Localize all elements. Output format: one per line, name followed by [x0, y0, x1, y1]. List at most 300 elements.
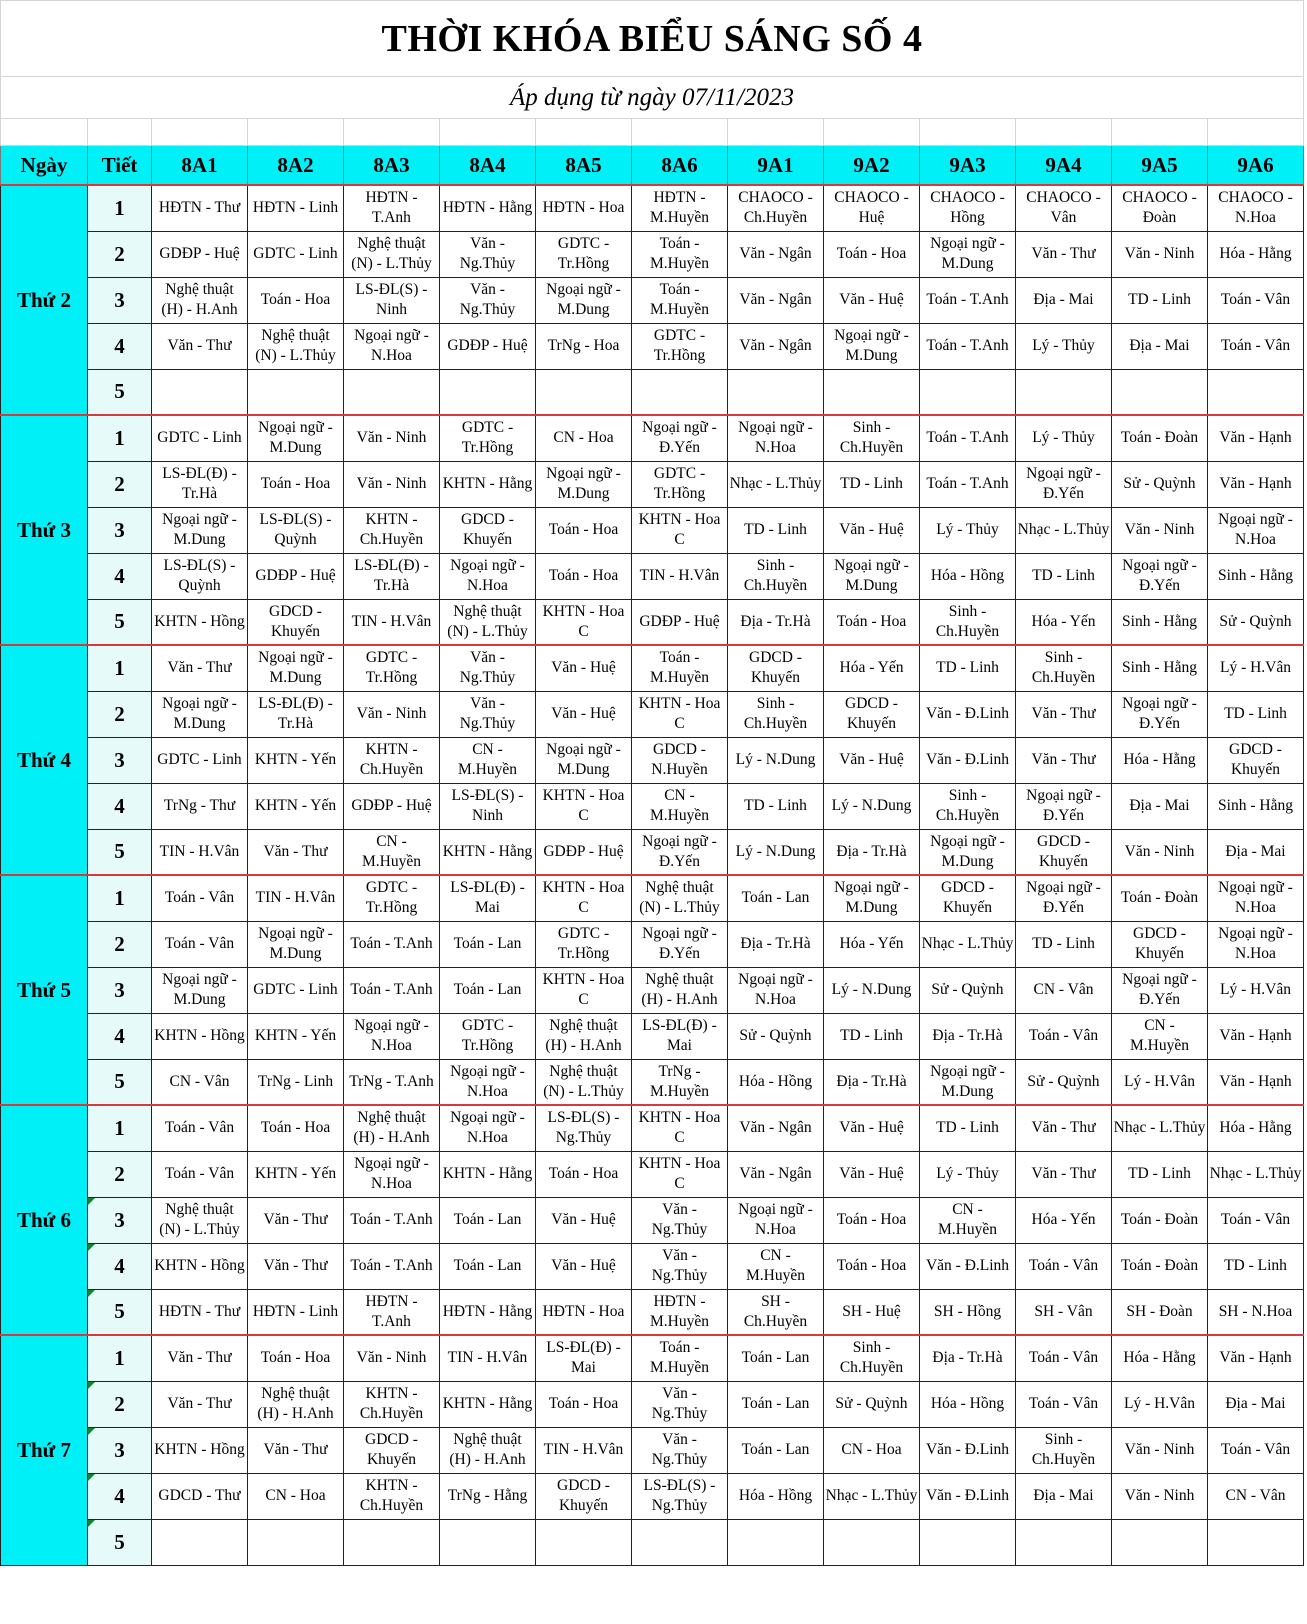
lesson-cell[interactable]: Sinh - Ch.Huyền [920, 599, 1016, 645]
lesson-cell[interactable]: GDCD - Khuyến [440, 507, 536, 553]
lesson-cell[interactable]: Ngoại ngữ - N.Hoa [440, 553, 536, 599]
lesson-cell[interactable]: Lý - H.Vân [1208, 645, 1304, 691]
lesson-cell[interactable]: Lý - N.Dung [728, 829, 824, 875]
lesson-cell[interactable] [440, 369, 536, 415]
lesson-cell[interactable]: Toán - T.Anh [920, 323, 1016, 369]
lesson-cell[interactable]: Văn - Ninh [344, 461, 440, 507]
lesson-cell[interactable]: Văn - Huệ [824, 507, 920, 553]
lesson-cell[interactable]: HĐTN - Hằng [440, 1289, 536, 1335]
lesson-cell[interactable]: TD - Linh [1016, 921, 1112, 967]
lesson-cell[interactable]: Văn - Ng.Thủy [632, 1197, 728, 1243]
lesson-cell[interactable]: SH - N.Hoa [1208, 1289, 1304, 1335]
lesson-cell[interactable]: Toán - Hoa [824, 1197, 920, 1243]
lesson-cell[interactable] [1112, 369, 1208, 415]
lesson-cell[interactable]: Văn - Ngân [728, 277, 824, 323]
lesson-cell[interactable]: Ngoại ngữ - N.Hoa [728, 1197, 824, 1243]
lesson-cell[interactable]: LS-ĐL(S) - Ng.Thủy [536, 1105, 632, 1151]
lesson-cell[interactable] [920, 369, 1016, 415]
lesson-cell[interactable]: Toán - Vân [1016, 1381, 1112, 1427]
lesson-cell[interactable]: Sinh - Ch.Huyền [920, 783, 1016, 829]
lesson-cell[interactable]: CHAOCO - Vân [1016, 185, 1112, 231]
lesson-cell[interactable]: Ngoại ngữ - N.Hoa [728, 415, 824, 461]
lesson-cell[interactable]: Toán - Lan [440, 921, 536, 967]
lesson-cell[interactable]: CN - Vân [1208, 1473, 1304, 1519]
lesson-cell[interactable]: Toán - Lan [440, 1197, 536, 1243]
lesson-cell[interactable]: KHTN - Hồng [152, 599, 248, 645]
lesson-cell[interactable]: GDCD - Khuyến [728, 645, 824, 691]
lesson-cell[interactable]: GDĐP - Huệ [248, 553, 344, 599]
lesson-cell[interactable]: Ngoại ngữ - N.Hoa [440, 1059, 536, 1105]
lesson-cell[interactable] [248, 1519, 344, 1565]
lesson-cell[interactable]: CN - M.Huyền [440, 737, 536, 783]
lesson-cell[interactable]: Văn - Ninh [1112, 507, 1208, 553]
lesson-cell[interactable]: Văn - Hạnh [1208, 1059, 1304, 1105]
lesson-cell[interactable]: Văn - Thư [248, 1197, 344, 1243]
lesson-cell[interactable]: Nghệ thuật (N) - L.Thủy [344, 231, 440, 277]
lesson-cell[interactable]: GDCD - Khuyến [536, 1473, 632, 1519]
lesson-cell[interactable]: Địa - Mai [1208, 829, 1304, 875]
lesson-cell[interactable]: TIN - H.Vân [152, 829, 248, 875]
lesson-cell[interactable]: Ngoại ngữ - M.Dung [536, 737, 632, 783]
lesson-cell[interactable]: Hóa - Yến [1016, 1197, 1112, 1243]
lesson-cell[interactable]: Toán - Hoa [536, 507, 632, 553]
lesson-cell[interactable]: Sinh - Hằng [1112, 645, 1208, 691]
lesson-cell[interactable]: Ngoại ngữ - M.Dung [920, 829, 1016, 875]
lesson-cell[interactable]: KHTN - Hằng [440, 461, 536, 507]
lesson-cell[interactable]: Toán - Vân [152, 1105, 248, 1151]
lesson-cell[interactable]: Nhạc - L.Thủy [728, 461, 824, 507]
lesson-cell[interactable]: GDĐP - Huệ [632, 599, 728, 645]
lesson-cell[interactable]: Địa - Tr.Hà [728, 921, 824, 967]
lesson-cell[interactable]: Văn - Thư [1016, 1105, 1112, 1151]
lesson-cell[interactable]: Sử - Quỳnh [728, 1013, 824, 1059]
lesson-cell[interactable]: Nghệ thuật (N) - L.Thủy [440, 599, 536, 645]
lesson-cell[interactable]: KHTN - Hoa C [536, 599, 632, 645]
lesson-cell[interactable]: Lý - H.Vân [1112, 1381, 1208, 1427]
lesson-cell[interactable]: Văn - Thư [152, 645, 248, 691]
lesson-cell[interactable]: Toán - Lan [440, 1243, 536, 1289]
lesson-cell[interactable]: Hóa - Hồng [728, 1473, 824, 1519]
lesson-cell[interactable]: Nghệ thuật (H) - H.Anh [632, 967, 728, 1013]
lesson-cell[interactable] [536, 369, 632, 415]
lesson-cell[interactable]: KHTN - Hoa C [632, 507, 728, 553]
lesson-cell[interactable]: Lý - H.Vân [1112, 1059, 1208, 1105]
lesson-cell[interactable]: Sinh - Ch.Huyền [728, 553, 824, 599]
lesson-cell[interactable]: Sinh - Ch.Huyền [1016, 1427, 1112, 1473]
lesson-cell[interactable] [1208, 1519, 1304, 1565]
lesson-cell[interactable]: HĐTN - T.Anh [344, 185, 440, 231]
lesson-cell[interactable] [1112, 1519, 1208, 1565]
lesson-cell[interactable]: Toán - T.Anh [344, 1197, 440, 1243]
lesson-cell[interactable]: KHTN - Ch.Huyền [344, 507, 440, 553]
lesson-cell[interactable]: Ngoại ngữ - M.Dung [920, 231, 1016, 277]
lesson-cell[interactable]: Ngoại ngữ - N.Hoa [440, 1105, 536, 1151]
lesson-cell[interactable]: Ngoại ngữ - Đ.Yến [1112, 553, 1208, 599]
lesson-cell[interactable]: KHTN - Yến [248, 783, 344, 829]
lesson-cell[interactable]: Địa - Mai [1112, 783, 1208, 829]
lesson-cell[interactable]: Ngoại ngữ - M.Dung [920, 1059, 1016, 1105]
lesson-cell[interactable]: Sinh - Ch.Huyền [728, 691, 824, 737]
lesson-cell[interactable]: Toán - T.Anh [344, 967, 440, 1013]
lesson-cell[interactable]: Toán - Hoa [248, 277, 344, 323]
lesson-cell[interactable]: GDCD - Khuyến [1112, 921, 1208, 967]
lesson-cell[interactable]: Văn - Đ.Linh [920, 1473, 1016, 1519]
lesson-cell[interactable]: Văn - Thư [152, 1381, 248, 1427]
lesson-cell[interactable]: Nhạc - L.Thủy [1016, 507, 1112, 553]
lesson-cell[interactable] [536, 1519, 632, 1565]
lesson-cell[interactable]: Văn - Ngân [728, 323, 824, 369]
lesson-cell[interactable]: Văn - Đ.Linh [920, 737, 1016, 783]
lesson-cell[interactable]: KHTN - Ch.Huyền [344, 737, 440, 783]
lesson-cell[interactable]: TIN - H.Vân [248, 875, 344, 921]
lesson-cell[interactable]: KHTN - Hoa C [536, 875, 632, 921]
lesson-cell[interactable]: Lý - Thủy [1016, 323, 1112, 369]
lesson-cell[interactable]: Văn - Hạnh [1208, 415, 1304, 461]
lesson-cell[interactable]: Ngoại ngữ - M.Dung [248, 415, 344, 461]
lesson-cell[interactable]: CHAOCO - N.Hoa [1208, 185, 1304, 231]
lesson-cell[interactable]: GDTC - Tr.Hồng [536, 921, 632, 967]
lesson-cell[interactable]: Hóa - Hồng [920, 1381, 1016, 1427]
lesson-cell[interactable]: KHTN - Yến [248, 1151, 344, 1197]
lesson-cell[interactable]: Ngoại ngữ - N.Hoa [344, 1013, 440, 1059]
lesson-cell[interactable]: GDTC - Linh [248, 967, 344, 1013]
lesson-cell[interactable]: GDĐP - Huệ [152, 231, 248, 277]
lesson-cell[interactable]: KHTN - Hồng [152, 1243, 248, 1289]
lesson-cell[interactable]: CN - M.Huyền [920, 1197, 1016, 1243]
lesson-cell[interactable]: SH - Vân [1016, 1289, 1112, 1335]
lesson-cell[interactable]: Văn - Hạnh [1208, 1013, 1304, 1059]
lesson-cell[interactable]: Ngoại ngữ - M.Dung [536, 461, 632, 507]
lesson-cell[interactable]: Văn - Thư [152, 1335, 248, 1381]
lesson-cell[interactable]: Hóa - Hồng [920, 553, 1016, 599]
lesson-cell[interactable]: LS-ĐL(Đ) - Mai [440, 875, 536, 921]
lesson-cell[interactable]: LS-ĐL(Đ) - Mai [536, 1335, 632, 1381]
lesson-cell[interactable]: Toán - Hoa [536, 1151, 632, 1197]
lesson-cell[interactable]: Nghệ thuật (N) - L.Thủy [536, 1059, 632, 1105]
lesson-cell[interactable]: Văn - Ng.Thủy [632, 1427, 728, 1473]
lesson-cell[interactable]: Nghệ thuật (N) - L.Thủy [632, 875, 728, 921]
lesson-cell[interactable]: HĐTN - M.Huyền [632, 1289, 728, 1335]
lesson-cell[interactable]: TD - Linh [1112, 277, 1208, 323]
lesson-cell[interactable]: CN - M.Huyền [1112, 1013, 1208, 1059]
lesson-cell[interactable]: Sinh - Ch.Huyền [824, 415, 920, 461]
lesson-cell[interactable]: Hóa - Hằng [1112, 737, 1208, 783]
lesson-cell[interactable]: GDĐP - Huệ [344, 783, 440, 829]
lesson-cell[interactable]: Nghệ thuật (H) - H.Anh [248, 1381, 344, 1427]
lesson-cell[interactable]: Địa - Mai [1016, 1473, 1112, 1519]
lesson-cell[interactable]: Văn - Ninh [344, 691, 440, 737]
lesson-cell[interactable]: Toán - Hoa [248, 1105, 344, 1151]
lesson-cell[interactable]: Ngoại ngữ - Đ.Yến [1016, 875, 1112, 921]
lesson-cell[interactable]: Nghệ thuật (H) - H.Anh [344, 1105, 440, 1151]
lesson-cell[interactable]: Hóa - Hằng [1112, 1335, 1208, 1381]
lesson-cell[interactable]: GDTC - Tr.Hồng [440, 1013, 536, 1059]
lesson-cell[interactable]: Toán - Vân [152, 875, 248, 921]
lesson-cell[interactable]: TD - Linh [824, 1013, 920, 1059]
lesson-cell[interactable]: GDTC - Tr.Hồng [632, 461, 728, 507]
lesson-cell[interactable]: Văn - Ninh [1112, 1427, 1208, 1473]
lesson-cell[interactable]: HĐTN - Hoa [536, 1289, 632, 1335]
lesson-cell[interactable]: CHAOCO - Hồng [920, 185, 1016, 231]
lesson-cell[interactable]: Văn - Ng.Thủy [440, 691, 536, 737]
lesson-cell[interactable]: Văn - Huệ [536, 1243, 632, 1289]
lesson-cell[interactable]: Văn - Ninh [1112, 829, 1208, 875]
lesson-cell[interactable]: GDCD - Khuyến [1208, 737, 1304, 783]
lesson-cell[interactable]: TD - Linh [824, 461, 920, 507]
lesson-cell[interactable]: Toán - T.Anh [920, 415, 1016, 461]
lesson-cell[interactable]: Sinh - Hằng [1208, 553, 1304, 599]
lesson-cell[interactable]: CHAOCO - Huệ [824, 185, 920, 231]
lesson-cell[interactable]: Sinh - Ch.Huyền [824, 1335, 920, 1381]
lesson-cell[interactable]: GDĐP - Huệ [440, 323, 536, 369]
lesson-cell[interactable]: Ngoại ngữ - Đ.Yến [1112, 967, 1208, 1013]
lesson-cell[interactable]: Văn - Ngân [728, 231, 824, 277]
lesson-cell[interactable]: HĐTN - M.Huyền [632, 185, 728, 231]
lesson-cell[interactable]: TD - Linh [920, 645, 1016, 691]
lesson-cell[interactable]: CN - Vân [152, 1059, 248, 1105]
lesson-cell[interactable]: KHTN - Yến [248, 1013, 344, 1059]
lesson-cell[interactable] [1016, 369, 1112, 415]
lesson-cell[interactable]: SH - Đoàn [1112, 1289, 1208, 1335]
lesson-cell[interactable]: Nhạc - L.Thủy [920, 921, 1016, 967]
lesson-cell[interactable]: GDTC - Tr.Hồng [632, 323, 728, 369]
lesson-cell[interactable]: KHTN - Hằng [440, 1151, 536, 1197]
lesson-cell[interactable]: TIN - H.Vân [344, 599, 440, 645]
lesson-cell[interactable]: LS-ĐL(Đ) - Tr.Hà [152, 461, 248, 507]
lesson-cell[interactable]: Ngoại ngữ - M.Dung [824, 323, 920, 369]
lesson-cell[interactable]: GDCD - Khuyến [344, 1427, 440, 1473]
lesson-cell[interactable]: Văn - Huệ [824, 1151, 920, 1197]
lesson-cell[interactable]: TD - Linh [728, 783, 824, 829]
lesson-cell[interactable]: Ngoại ngữ - N.Hoa [1208, 507, 1304, 553]
lesson-cell[interactable] [728, 1519, 824, 1565]
lesson-cell[interactable]: Văn - Đ.Linh [920, 1427, 1016, 1473]
lesson-cell[interactable]: CN - Hoa [536, 415, 632, 461]
lesson-cell[interactable] [440, 1519, 536, 1565]
lesson-cell[interactable]: Sinh - Hằng [1112, 599, 1208, 645]
lesson-cell[interactable]: Văn - Ninh [1112, 231, 1208, 277]
lesson-cell[interactable]: TIN - H.Vân [632, 553, 728, 599]
lesson-cell[interactable]: Văn - Huệ [824, 1105, 920, 1151]
lesson-cell[interactable]: Ngoại ngữ - Đ.Yến [1016, 461, 1112, 507]
lesson-cell[interactable]: Văn - Thư [1016, 231, 1112, 277]
lesson-cell[interactable]: KHTN - Yến [248, 737, 344, 783]
lesson-cell[interactable]: Toán - Hoa [536, 1381, 632, 1427]
lesson-cell[interactable]: GDĐP - Huệ [536, 829, 632, 875]
lesson-cell[interactable]: Văn - Thư [152, 323, 248, 369]
lesson-cell[interactable]: Sử - Quỳnh [824, 1381, 920, 1427]
lesson-cell[interactable]: Toán - M.Huyền [632, 277, 728, 323]
lesson-cell[interactable]: Toán - M.Huyền [632, 1335, 728, 1381]
lesson-cell[interactable]: TIN - H.Vân [440, 1335, 536, 1381]
lesson-cell[interactable]: Sinh - Hằng [1208, 783, 1304, 829]
lesson-cell[interactable]: Toán - T.Anh [920, 277, 1016, 323]
lesson-cell[interactable]: Văn - Ng.Thủy [440, 645, 536, 691]
lesson-cell[interactable]: LS-ĐL(Đ) - Mai [632, 1013, 728, 1059]
lesson-cell[interactable]: Nghệ thuật (N) - L.Thủy [248, 323, 344, 369]
lesson-cell[interactable]: LS-ĐL(Đ) - Tr.Hà [248, 691, 344, 737]
lesson-cell[interactable]: Nghệ thuật (H) - H.Anh [440, 1427, 536, 1473]
lesson-cell[interactable]: HĐTN - Hoa [536, 185, 632, 231]
lesson-cell[interactable]: Toán - Vân [1016, 1335, 1112, 1381]
lesson-cell[interactable]: TrNg - Thư [152, 783, 248, 829]
lesson-cell[interactable]: SH - Huệ [824, 1289, 920, 1335]
lesson-cell[interactable]: Nghệ thuật (H) - H.Anh [152, 277, 248, 323]
lesson-cell[interactable]: Nghệ thuật (N) - L.Thủy [152, 1197, 248, 1243]
lesson-cell[interactable]: Lý - N.Dung [824, 967, 920, 1013]
lesson-cell[interactable]: Ngoại ngữ - M.Dung [152, 967, 248, 1013]
lesson-cell[interactable]: TrNg - Hằng [440, 1473, 536, 1519]
lesson-cell[interactable]: TD - Linh [728, 507, 824, 553]
lesson-cell[interactable]: Toán - T.Anh [920, 461, 1016, 507]
lesson-cell[interactable]: Văn - Hạnh [1208, 1335, 1304, 1381]
lesson-cell[interactable] [1016, 1519, 1112, 1565]
lesson-cell[interactable]: Toán - Đoàn [1112, 1243, 1208, 1289]
lesson-cell[interactable]: TD - Linh [1208, 1243, 1304, 1289]
lesson-cell[interactable]: Văn - Thư [1016, 737, 1112, 783]
lesson-cell[interactable]: Sinh - Ch.Huyền [1016, 645, 1112, 691]
lesson-cell[interactable]: LS-ĐL(S) - Quỳnh [152, 553, 248, 599]
lesson-cell[interactable]: Sử - Quỳnh [920, 967, 1016, 1013]
lesson-cell[interactable] [920, 1519, 1016, 1565]
lesson-cell[interactable]: Toán - M.Huyền [632, 231, 728, 277]
lesson-cell[interactable]: CN - Hoa [248, 1473, 344, 1519]
lesson-cell[interactable]: Hóa - Yến [1016, 599, 1112, 645]
lesson-cell[interactable]: Địa - Mai [1208, 1381, 1304, 1427]
lesson-cell[interactable]: GDCD - Khuyến [824, 691, 920, 737]
lesson-cell[interactable]: CN - M.Huyền [632, 783, 728, 829]
lesson-cell[interactable]: GDTC - Tr.Hồng [536, 231, 632, 277]
lesson-cell[interactable]: TrNg - T.Anh [344, 1059, 440, 1105]
lesson-cell[interactable]: HĐTN - Thư [152, 1289, 248, 1335]
lesson-cell[interactable]: GDCD - Khuyến [1016, 829, 1112, 875]
lesson-cell[interactable]: Ngoại ngữ - N.Hoa [344, 323, 440, 369]
lesson-cell[interactable]: Toán - Vân [1208, 1427, 1304, 1473]
lesson-cell[interactable]: KHTN - Ch.Huyền [344, 1473, 440, 1519]
lesson-cell[interactable]: Địa - Tr.Hà [824, 829, 920, 875]
lesson-cell[interactable]: Văn - Thư [1016, 1151, 1112, 1197]
lesson-cell[interactable] [632, 1519, 728, 1565]
lesson-cell[interactable]: Toán - Hoa [536, 553, 632, 599]
lesson-cell[interactable]: Toán - Đoàn [1112, 875, 1208, 921]
lesson-cell[interactable] [344, 369, 440, 415]
lesson-cell[interactable] [1208, 369, 1304, 415]
lesson-cell[interactable]: Toán - Hoa [248, 1335, 344, 1381]
lesson-cell[interactable]: Nhạc - L.Thủy [824, 1473, 920, 1519]
lesson-cell[interactable]: LS-ĐL(S) - Quỳnh [248, 507, 344, 553]
lesson-cell[interactable]: TrNg - M.Huyền [632, 1059, 728, 1105]
lesson-cell[interactable]: Văn - Đ.Linh [920, 691, 1016, 737]
lesson-cell[interactable]: KHTN - Hoa C [536, 783, 632, 829]
lesson-cell[interactable]: Toán - Lan [440, 967, 536, 1013]
lesson-cell[interactable]: Toán - Lan [728, 1427, 824, 1473]
lesson-cell[interactable]: HĐTN - T.Anh [344, 1289, 440, 1335]
lesson-cell[interactable] [824, 369, 920, 415]
lesson-cell[interactable]: Lý - N.Dung [728, 737, 824, 783]
lesson-cell[interactable]: Toán - Lan [728, 1335, 824, 1381]
lesson-cell[interactable]: Toán - Vân [152, 921, 248, 967]
lesson-cell[interactable]: Ngoại ngữ - M.Dung [536, 277, 632, 323]
lesson-cell[interactable]: CN - Hoa [824, 1427, 920, 1473]
lesson-cell[interactable]: Toán - Đoàn [1112, 1197, 1208, 1243]
lesson-cell[interactable]: KHTN - Hằng [440, 1381, 536, 1427]
lesson-cell[interactable]: Ngoại ngữ - N.Hoa [728, 967, 824, 1013]
lesson-cell[interactable]: Nghệ thuật (H) - H.Anh [536, 1013, 632, 1059]
lesson-cell[interactable]: KHTN - Hồng [152, 1013, 248, 1059]
lesson-cell[interactable]: Văn - Ninh [1112, 1473, 1208, 1519]
lesson-cell[interactable]: Toán - Hoa [248, 461, 344, 507]
lesson-cell[interactable]: Văn - Ninh [344, 415, 440, 461]
lesson-cell[interactable]: HĐTN - Linh [248, 1289, 344, 1335]
lesson-cell[interactable]: KHTN - Hoa C [632, 691, 728, 737]
lesson-cell[interactable] [152, 1519, 248, 1565]
lesson-cell[interactable]: Ngoại ngữ - N.Hoa [1208, 921, 1304, 967]
lesson-cell[interactable]: GDTC - Tr.Hồng [344, 875, 440, 921]
lesson-cell[interactable]: TrNg - Linh [248, 1059, 344, 1105]
lesson-cell[interactable]: Hóa - Yến [824, 645, 920, 691]
lesson-cell[interactable]: Lý - H.Vân [1208, 967, 1304, 1013]
lesson-cell[interactable]: Toán - Hoa [824, 599, 920, 645]
lesson-cell[interactable]: TIN - H.Vân [536, 1427, 632, 1473]
lesson-cell[interactable]: TD - Linh [920, 1105, 1016, 1151]
lesson-cell[interactable]: Địa - Tr.Hà [824, 1059, 920, 1105]
lesson-cell[interactable]: LS-ĐL(S) - Ng.Thủy [632, 1473, 728, 1519]
lesson-cell[interactable]: Hóa - Hằng [1208, 1105, 1304, 1151]
lesson-cell[interactable]: TD - Linh [1016, 553, 1112, 599]
lesson-cell[interactable]: Lý - Thủy [920, 507, 1016, 553]
lesson-cell[interactable]: Sử - Quỳnh [1208, 599, 1304, 645]
lesson-cell[interactable]: Địa - Tr.Hà [920, 1013, 1016, 1059]
lesson-cell[interactable]: Văn - Ngân [728, 1105, 824, 1151]
lesson-cell[interactable]: Địa - Tr.Hà [920, 1335, 1016, 1381]
lesson-cell[interactable]: GDTC - Linh [152, 737, 248, 783]
lesson-cell[interactable]: Ngoại ngữ - Đ.Yến [632, 829, 728, 875]
lesson-cell[interactable]: LS-ĐL(S) - Ninh [440, 783, 536, 829]
lesson-cell[interactable]: Ngoại ngữ - Đ.Yến [1112, 691, 1208, 737]
lesson-cell[interactable]: TD - Linh [1112, 1151, 1208, 1197]
lesson-cell[interactable]: Toán - Lan [728, 1381, 824, 1427]
lesson-cell[interactable]: Toán - T.Anh [344, 921, 440, 967]
lesson-cell[interactable]: GDTC - Tr.Hồng [344, 645, 440, 691]
lesson-cell[interactable]: GDTC - Linh [152, 415, 248, 461]
lesson-cell[interactable]: Văn - Huệ [536, 645, 632, 691]
lesson-cell[interactable]: Ngoại ngữ - M.Dung [248, 645, 344, 691]
lesson-cell[interactable]: LS-ĐL(Đ) - Tr.Hà [344, 553, 440, 599]
lesson-cell[interactable]: Toán - Vân [1208, 1197, 1304, 1243]
lesson-cell[interactable] [344, 1519, 440, 1565]
lesson-cell[interactable]: KHTN - Hằng [440, 829, 536, 875]
lesson-cell[interactable]: Toán - Vân [1208, 323, 1304, 369]
lesson-cell[interactable] [728, 369, 824, 415]
lesson-cell[interactable]: HĐTN - Hằng [440, 185, 536, 231]
lesson-cell[interactable]: CN - M.Huyền [344, 829, 440, 875]
lesson-cell[interactable]: GDCD - Khuyến [920, 875, 1016, 921]
lesson-cell[interactable]: HĐTN - Linh [248, 185, 344, 231]
lesson-cell[interactable]: TrNg - Hoa [536, 323, 632, 369]
lesson-cell[interactable]: Địa - Mai [1112, 323, 1208, 369]
lesson-cell[interactable]: CHAOCO - Ch.Huyền [728, 185, 824, 231]
lesson-cell[interactable]: Toán - Vân [1016, 1243, 1112, 1289]
lesson-cell[interactable]: Lý - N.Dung [824, 783, 920, 829]
lesson-cell[interactable]: Toán - M.Huyền [632, 645, 728, 691]
lesson-cell[interactable]: Ngoại ngữ - M.Dung [824, 553, 920, 599]
lesson-cell[interactable]: GDTC - Tr.Hồng [440, 415, 536, 461]
lesson-cell[interactable]: LS-ĐL(S) - Ninh [344, 277, 440, 323]
lesson-cell[interactable]: GDCD - Khuyến [248, 599, 344, 645]
lesson-cell[interactable]: SH - Hồng [920, 1289, 1016, 1335]
lesson-cell[interactable]: Ngoại ngữ - M.Dung [824, 875, 920, 921]
lesson-cell[interactable]: Văn - Huệ [824, 737, 920, 783]
